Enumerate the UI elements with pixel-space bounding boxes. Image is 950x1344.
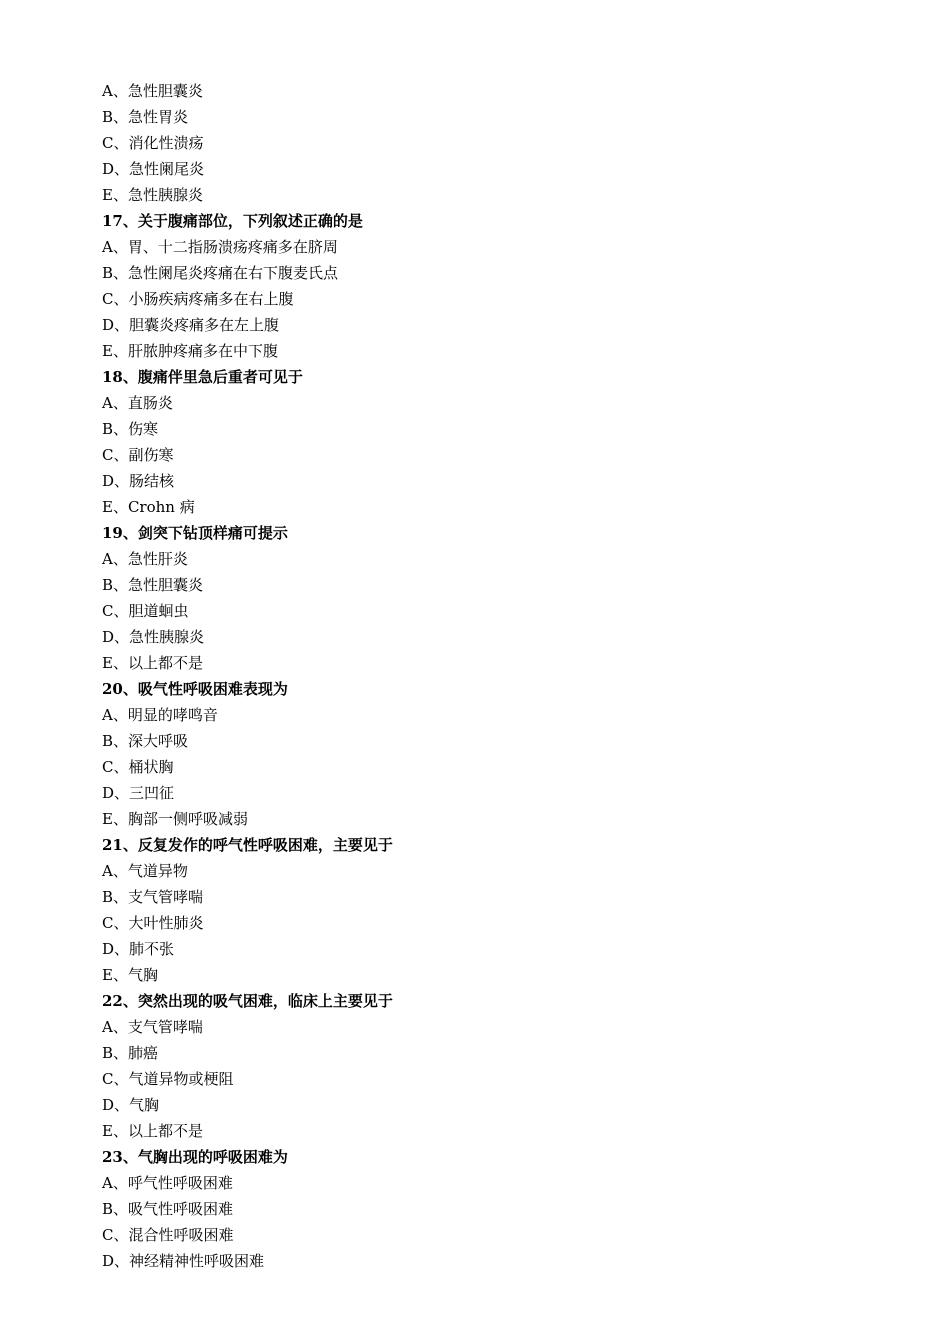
leading-options: [102, 78, 862, 208]
question-stem: 21、反复发作的呼气性呼吸困难，主要见于: [102, 836, 393, 854]
option-line: A、呼气性呼吸困难: [102, 1174, 233, 1192]
question-block: [102, 988, 862, 1144]
option-line: B、急性胃炎: [102, 108, 189, 126]
question-stem: 18、腹痛伴里急后重者可见于: [102, 368, 303, 386]
option-line: E、急性胰腺炎: [102, 186, 203, 204]
option-line: B、支气管哮喘: [102, 888, 204, 906]
option-line: A、气道异物: [102, 862, 188, 880]
option-line: C、消化性溃疡: [102, 134, 204, 152]
option-line: D、急性胰腺炎: [102, 628, 205, 646]
option-line: A、明显的哮鸣音: [102, 706, 218, 724]
option-line: C、副伤寒: [102, 446, 174, 464]
option-line: D、肺不张: [102, 940, 175, 958]
question-block: [102, 832, 862, 988]
question-block: [102, 364, 862, 520]
question-stem: 23、气胸出现的呼吸困难为: [102, 1148, 288, 1166]
option-line: C、胆道蛔虫: [102, 602, 189, 620]
document-page: [102, 78, 862, 1274]
option-line: E、Crohn 病: [102, 498, 195, 516]
option-line: B、深大呼吸: [102, 732, 189, 750]
option-line: B、急性阑尾炎疼痛在右下腹麦氏点: [102, 264, 339, 282]
question-block: [102, 520, 862, 676]
question-block: [102, 1144, 862, 1274]
option-line: E、肝脓肿疼痛多在中下腹: [102, 342, 278, 360]
question-stem: 19、剑突下钻顶样痛可提示: [102, 524, 288, 542]
question-stem: 17、关于腹痛部位，下列叙述正确的是: [102, 212, 363, 230]
option-line: C、大叶性肺炎: [102, 914, 204, 932]
option-line: C、气道异物或梗阻: [102, 1070, 234, 1088]
option-line: D、胆囊炎疼痛多在左上腹: [102, 316, 280, 334]
option-line: A、胃、十二指肠溃疡疼痛多在脐周: [102, 238, 338, 256]
option-line: A、急性肝炎: [102, 550, 188, 568]
option-line: B、急性胆囊炎: [102, 576, 204, 594]
option-line: C、桶状胸: [102, 758, 174, 776]
option-line: C、小肠疾病疼痛多在右上腹: [102, 290, 294, 308]
option-line: E、以上都不是: [102, 654, 203, 672]
option-line: D、神经精神性呼吸困难: [102, 1252, 265, 1270]
option-line: D、肠结核: [102, 472, 175, 490]
option-line: A、直肠炎: [102, 394, 173, 412]
question-block: [102, 676, 862, 832]
option-line: B、吸气性呼吸困难: [102, 1200, 234, 1218]
option-line: D、气胸: [102, 1096, 160, 1114]
question-stem: 22、突然出现的吸气困难，临床上主要见于: [102, 992, 393, 1010]
question-stem: 20、吸气性呼吸困难表现为: [102, 680, 288, 698]
option-line: E、气胸: [102, 966, 158, 984]
option-line: B、肺癌: [102, 1044, 159, 1062]
option-line: D、急性阑尾炎: [102, 160, 205, 178]
option-line: E、以上都不是: [102, 1122, 203, 1140]
option-line: C、混合性呼吸困难: [102, 1226, 234, 1244]
option-line: A、急性胆囊炎: [102, 82, 203, 100]
option-line: B、伤寒: [102, 420, 159, 438]
option-line: A、支气管哮喘: [102, 1018, 203, 1036]
option-line: E、胸部一侧呼吸减弱: [102, 810, 248, 828]
question-block: [102, 208, 862, 364]
option-line: D、三凹征: [102, 784, 175, 802]
